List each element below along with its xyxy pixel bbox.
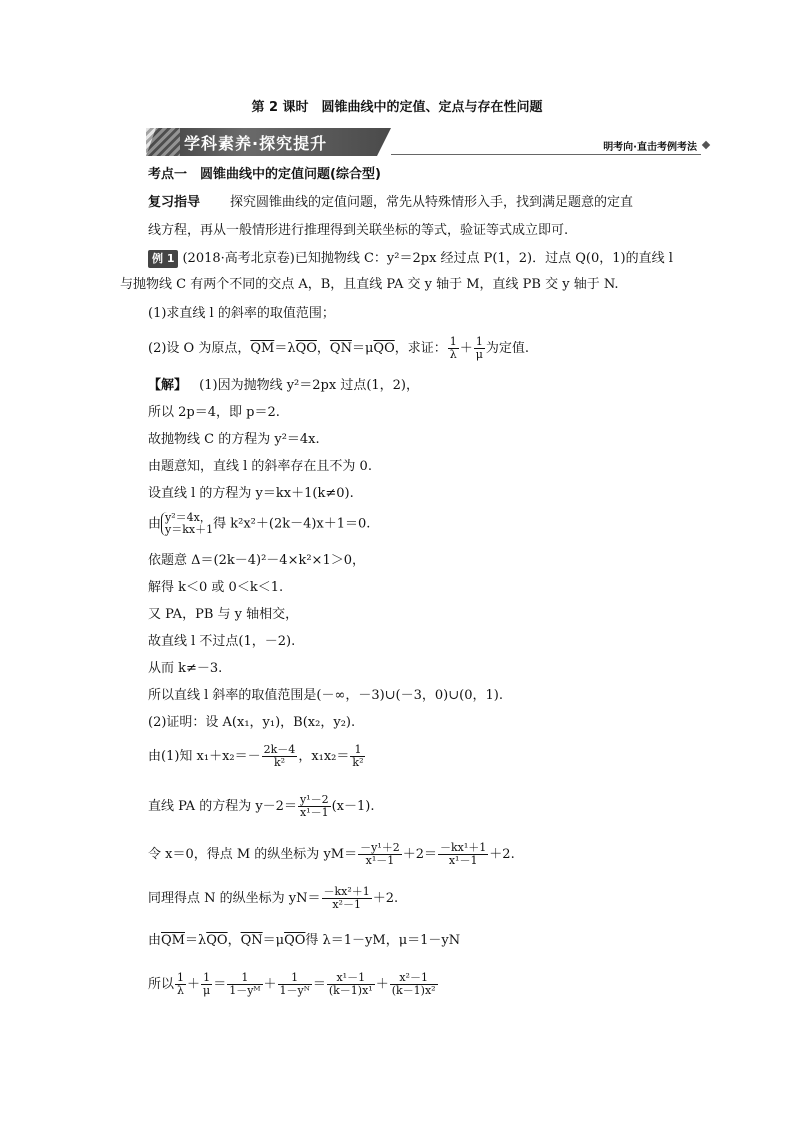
q2-text-e: ，求证： bbox=[394, 341, 447, 356]
fraction-1-lambda: $\frac{1}{\lambda}$ bbox=[449, 335, 457, 361]
s17-text-a: 同理得点 N 的纵坐标为 yN＝ bbox=[148, 891, 321, 906]
plus-sign-2: ＋ bbox=[263, 977, 277, 992]
solution-line-16 bbox=[148, 842, 515, 867]
system-eq-2: y＝kx＋1 bbox=[165, 523, 214, 536]
fraction-x1 bbox=[327, 972, 375, 997]
section-title: 考点一 圆锥曲线中的定值问题(综合型) bbox=[148, 167, 381, 182]
example-badge: 例 1 bbox=[148, 250, 178, 268]
fraction-product-numerator: 1 bbox=[350, 744, 365, 757]
solution-label: 【解】 bbox=[148, 378, 188, 393]
solution-line-4: 由题意知，直线 l 的斜率存在且不为 0. bbox=[148, 459, 372, 474]
solution-text-1: (1)因为抛物线 y²＝2px 过点(1，2)， bbox=[199, 378, 420, 393]
f5-num: x¹－1 bbox=[327, 972, 375, 985]
f1-num: 1 bbox=[177, 971, 185, 984]
banner-subtitle: 明考向·直击考例考法 bbox=[603, 142, 697, 153]
fraction-1-over-1-yn bbox=[278, 972, 312, 997]
f2-num: 1 bbox=[201, 972, 212, 985]
fraction-ym-1 bbox=[358, 842, 402, 867]
q2-text-d: ＝μ bbox=[351, 341, 374, 356]
q2-text-c: ， bbox=[316, 341, 330, 356]
diamond-icon bbox=[702, 141, 710, 149]
plus-sign-3: ＋ bbox=[375, 977, 389, 992]
guide-text-1: 探究圆锥曲线的定值问题，常先从特殊情形入手，找到满足题意的定直 bbox=[230, 195, 634, 210]
fraction-sum-numerator: 2k－4 bbox=[263, 743, 296, 756]
solution-line-12: 所以直线 l 斜率的取值范围是(－∞，－3)∪(－3，0)∪(0，1). bbox=[148, 688, 503, 703]
solution-line-6 bbox=[148, 512, 370, 536]
fraction-1-mu-s19 bbox=[201, 972, 212, 997]
fraction-x2 bbox=[390, 972, 438, 997]
f2-den: μ bbox=[203, 984, 211, 997]
s15-text-a: 直线 PA 的方程为 y－2＝ bbox=[148, 799, 297, 814]
fraction-yn-numerator: －kx²＋1 bbox=[323, 885, 370, 898]
solution-line-7: 依题意 Δ＝(2k－4)²－4×k²×1＞0， bbox=[148, 553, 365, 568]
s14-text-b: ，x₁x₂＝ bbox=[298, 749, 350, 764]
equals-sign-1: ＝ bbox=[213, 977, 227, 992]
fraction-slope-denominator: x¹－1 bbox=[299, 806, 329, 819]
fraction-1-over-1-ym bbox=[227, 972, 262, 997]
example-text-1: (2018·高考北京卷)已知抛物线 C：y²＝2px 经过点 P(1，2)．过点 Q(0，1)的直线 l bbox=[182, 251, 673, 266]
s17-text-b: ＋2. bbox=[372, 891, 399, 906]
vector-qn-s18: $\overline{QN}$ bbox=[240, 933, 263, 948]
equation-system bbox=[161, 512, 213, 536]
solution-line-18 bbox=[148, 932, 460, 950]
q2-text-b: ＝λ bbox=[274, 341, 296, 356]
s18-text-a: 由 bbox=[148, 933, 162, 948]
banner-stripes bbox=[146, 128, 180, 156]
question-2: (2)设 O 为原点，$\overline{QM}=\lambda\overline{QO}$，$\overline{QN}=\mu\overline{QO}$，求证： $\frac{1}{\lambda}$ ＋ $\frac{1}{\mu}$ 为定值. bbox=[148, 335, 530, 361]
s18-text-c: ， bbox=[227, 933, 241, 948]
fraction-ym-2 bbox=[438, 842, 488, 867]
plus-sign-1: ＋ bbox=[187, 977, 201, 992]
system-eq-1: y²＝4x， bbox=[165, 511, 211, 524]
fraction-slope-pa bbox=[298, 794, 331, 819]
solution-line-14 bbox=[148, 744, 366, 769]
solution-line-17 bbox=[148, 886, 398, 911]
fraction-ym-1-denominator: x¹－1 bbox=[365, 854, 395, 867]
banner-title: 学科素养·探究提升 bbox=[184, 134, 328, 153]
fraction-slope-numerator: y¹－2 bbox=[299, 793, 329, 806]
solution-line-3: 故抛物线 C 的方程为 y²＝4x. bbox=[148, 432, 320, 447]
q2-text-a: (2)设 O 为原点， bbox=[148, 341, 251, 356]
solution-line-1 bbox=[148, 377, 419, 395]
solution-line-2: 所以 2p＝4，即 p＝2. bbox=[148, 405, 280, 420]
banner-divider bbox=[391, 154, 701, 155]
fraction-1-mu: $\frac{1}{\mu}$ bbox=[475, 335, 483, 361]
vector-qo-s18: $\overline{QO}$ bbox=[206, 933, 228, 948]
s6-text-b: 得 k²x²＋(2k－4)x＋1＝0. bbox=[213, 516, 371, 532]
lesson-title: 第 2 课时 圆锥曲线中的定值、定点与存在性问题 bbox=[251, 100, 543, 115]
solution-line-19 bbox=[148, 972, 439, 997]
fraction-sum-denominator: k² bbox=[273, 756, 286, 769]
guide-label: 复习指导 bbox=[148, 195, 201, 210]
q2-text-f: 为定值. bbox=[485, 341, 530, 356]
f4-num: 1 bbox=[278, 972, 312, 985]
f1-den: λ bbox=[177, 984, 184, 997]
solution-line-11: 从而 k≠－3. bbox=[148, 661, 223, 676]
s16-text-b: ＋2＝ bbox=[402, 847, 438, 862]
fraction-product-denominator: k² bbox=[352, 756, 364, 769]
s6-text-a: 由 bbox=[148, 516, 162, 532]
solution-line-8: 解得 k＜0 或 0＜k＜1. bbox=[148, 580, 284, 595]
equals-sign-2: ＝ bbox=[312, 977, 326, 992]
s18-text-b: ＝λ bbox=[184, 933, 207, 948]
s15-text-b: (x－1). bbox=[331, 799, 375, 814]
s19-text-a: 所以 bbox=[148, 977, 175, 992]
f3-num: 1 bbox=[227, 972, 262, 985]
vector-qn: $\overline{QN}$ bbox=[329, 341, 352, 356]
example-line-1 bbox=[148, 250, 673, 268]
fraction-yn-denominator: x²－1 bbox=[332, 898, 361, 911]
s16-text-a: 令 x＝0，得点 M 的纵坐标为 yM＝ bbox=[148, 847, 358, 862]
fraction-yn bbox=[322, 886, 372, 911]
vector-qo: $\overline{QO}$ bbox=[295, 341, 317, 356]
fraction-sum bbox=[262, 744, 298, 769]
vector-qo-s18-2: $\overline{QO}$ bbox=[284, 933, 306, 948]
guide-line-2: 线方程，再从一般情形进行推理得到关联坐标的等式，验证等式成立即可. bbox=[148, 223, 569, 238]
fraction-ym-2-denominator: x¹－1 bbox=[448, 854, 478, 867]
f3-den: 1－yᴹ bbox=[229, 984, 261, 997]
fraction-ym-2-numerator: －kx¹＋1 bbox=[440, 841, 487, 854]
example-line-2: 与抛物线 C 有两个不同的交点 A，B，且直线 PA 交 y 轴于 M，直线 PB 交 y 轴于 N. bbox=[120, 277, 619, 292]
guide-line-1 bbox=[148, 194, 633, 212]
s18-text-e: 得 λ＝1－yM，μ＝1－yN bbox=[305, 933, 461, 948]
fraction-1-lambda-s19 bbox=[175, 972, 186, 997]
f5-den: (k－1)x¹ bbox=[328, 984, 373, 997]
s18-text-d: ＝μ bbox=[262, 933, 285, 948]
section-banner bbox=[146, 128, 711, 156]
vector-qm: $\overline{QM}$ bbox=[250, 341, 275, 356]
fraction-ym-1-numerator: －y¹＋2 bbox=[360, 841, 400, 854]
s14-text-a: 由(1)知 x₁＋x₂＝－ bbox=[148, 749, 261, 764]
s16-text-c: ＋2. bbox=[489, 847, 515, 862]
vector-qm-s18: $\overline{QM}$ bbox=[161, 933, 185, 948]
question-1: (1)求直线 l 的斜率的取值范围； bbox=[148, 306, 335, 321]
f6-den: (k－1)x² bbox=[391, 984, 436, 997]
vector-qo-2: $\overline{QO}$ bbox=[373, 341, 395, 356]
solution-line-5: 设直线 l 的方程为 y＝kx＋1(k≠0). bbox=[148, 486, 354, 501]
f4-den: 1－yᴺ bbox=[279, 984, 310, 997]
solution-line-13: (2)证明：设 A(x₁，y₁)，B(x₂，y₂). bbox=[148, 715, 356, 730]
solution-line-10: 故直线 l 不过点(1，－2). bbox=[148, 634, 296, 649]
solution-line-15 bbox=[148, 794, 374, 819]
fraction-product bbox=[350, 744, 365, 769]
solution-line-9: 又 PA，PB 与 y 轴相交， bbox=[148, 607, 299, 622]
f6-num: x²－1 bbox=[390, 972, 438, 985]
